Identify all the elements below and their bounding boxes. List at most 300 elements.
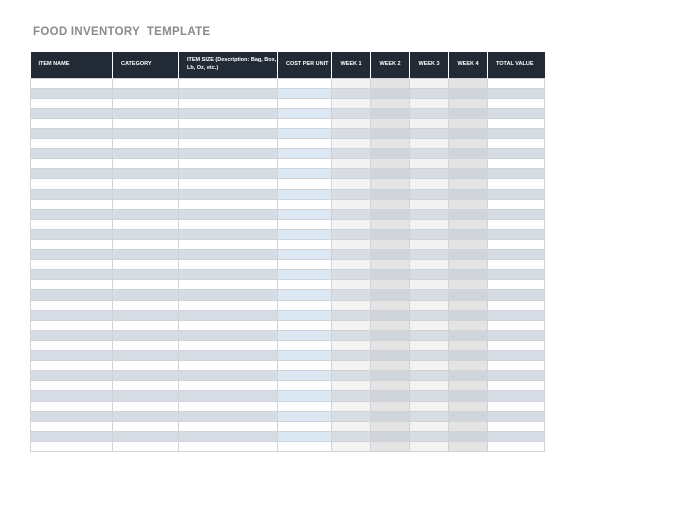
total-value-cell[interactable] (488, 209, 545, 219)
week-4-cell[interactable] (449, 169, 488, 179)
cost-per-unit-cell[interactable] (278, 250, 332, 260)
item-name-cell[interactable] (31, 290, 113, 300)
week-4-cell[interactable] (449, 78, 488, 88)
week-3-cell[interactable] (410, 139, 449, 149)
item-size-cell[interactable] (179, 351, 278, 361)
cost-per-unit-cell[interactable] (278, 108, 332, 118)
item-name-cell[interactable] (31, 159, 113, 169)
total-value-cell[interactable] (488, 139, 545, 149)
cost-per-unit-cell[interactable] (278, 240, 332, 250)
item-name-cell[interactable] (31, 340, 113, 350)
week-3-cell[interactable] (410, 421, 449, 431)
week-2-cell[interactable] (371, 199, 410, 209)
week-2-cell[interactable] (371, 361, 410, 371)
item-size-cell[interactable] (179, 300, 278, 310)
cost-per-unit-cell[interactable] (278, 441, 332, 451)
total-value-cell[interactable] (488, 381, 545, 391)
week-1-cell[interactable] (332, 441, 371, 451)
total-value-cell[interactable] (488, 270, 545, 280)
week-3-cell[interactable] (410, 351, 449, 361)
week-3-cell[interactable] (410, 250, 449, 260)
item-size-cell[interactable] (179, 381, 278, 391)
cost-per-unit-cell[interactable] (278, 159, 332, 169)
item-name-cell[interactable] (31, 169, 113, 179)
item-name-cell[interactable] (31, 421, 113, 431)
category-cell[interactable] (113, 280, 179, 290)
week-3-cell[interactable] (410, 431, 449, 441)
item-name-cell[interactable] (31, 108, 113, 118)
week-2-cell[interactable] (371, 88, 410, 98)
column-header-week-1[interactable]: WEEK 1 (332, 52, 371, 78)
item-size-cell[interactable] (179, 310, 278, 320)
week-3-cell[interactable] (410, 441, 449, 451)
total-value-cell[interactable] (488, 260, 545, 270)
week-2-cell[interactable] (371, 421, 410, 431)
total-value-cell[interactable] (488, 118, 545, 128)
item-name-cell[interactable] (31, 209, 113, 219)
week-4-cell[interactable] (449, 270, 488, 280)
item-name-cell[interactable] (31, 310, 113, 320)
week-4-cell[interactable] (449, 209, 488, 219)
column-header-item-name[interactable]: ITEM NAME (31, 52, 113, 78)
week-4-cell[interactable] (449, 139, 488, 149)
week-1-cell[interactable] (332, 219, 371, 229)
week-1-cell[interactable] (332, 78, 371, 88)
week-2-cell[interactable] (371, 78, 410, 88)
cost-per-unit-cell[interactable] (278, 179, 332, 189)
week-2-cell[interactable] (371, 330, 410, 340)
total-value-cell[interactable] (488, 290, 545, 300)
category-cell[interactable] (113, 139, 179, 149)
week-3-cell[interactable] (410, 280, 449, 290)
total-value-cell[interactable] (488, 300, 545, 310)
item-name-cell[interactable] (31, 361, 113, 371)
week-1-cell[interactable] (332, 381, 371, 391)
week-4-cell[interactable] (449, 229, 488, 239)
cost-per-unit-cell[interactable] (278, 260, 332, 270)
week-2-cell[interactable] (371, 280, 410, 290)
week-3-cell[interactable] (410, 88, 449, 98)
week-4-cell[interactable] (449, 159, 488, 169)
week-4-cell[interactable] (449, 260, 488, 270)
item-size-cell[interactable] (179, 118, 278, 128)
category-cell[interactable] (113, 78, 179, 88)
category-cell[interactable] (113, 401, 179, 411)
cost-per-unit-cell[interactable] (278, 209, 332, 219)
week-3-cell[interactable] (410, 209, 449, 219)
week-1-cell[interactable] (332, 351, 371, 361)
cost-per-unit-cell[interactable] (278, 270, 332, 280)
cost-per-unit-cell[interactable] (278, 128, 332, 138)
week-4-cell[interactable] (449, 401, 488, 411)
item-size-cell[interactable] (179, 199, 278, 209)
item-name-cell[interactable] (31, 411, 113, 421)
week-1-cell[interactable] (332, 361, 371, 371)
item-size-cell[interactable] (179, 340, 278, 350)
week-2-cell[interactable] (371, 300, 410, 310)
week-3-cell[interactable] (410, 118, 449, 128)
week-4-cell[interactable] (449, 310, 488, 320)
item-name-cell[interactable] (31, 250, 113, 260)
week-3-cell[interactable] (410, 128, 449, 138)
category-cell[interactable] (113, 421, 179, 431)
cost-per-unit-cell[interactable] (278, 310, 332, 320)
item-size-cell[interactable] (179, 371, 278, 381)
week-3-cell[interactable] (410, 229, 449, 239)
category-cell[interactable] (113, 159, 179, 169)
item-size-cell[interactable] (179, 139, 278, 149)
item-size-cell[interactable] (179, 320, 278, 330)
week-4-cell[interactable] (449, 411, 488, 421)
item-size-cell[interactable] (179, 159, 278, 169)
total-value-cell[interactable] (488, 240, 545, 250)
item-size-cell[interactable] (179, 431, 278, 441)
item-name-cell[interactable] (31, 300, 113, 310)
category-cell[interactable] (113, 270, 179, 280)
item-size-cell[interactable] (179, 128, 278, 138)
cost-per-unit-cell[interactable] (278, 98, 332, 108)
total-value-cell[interactable] (488, 320, 545, 330)
item-size-cell[interactable] (179, 98, 278, 108)
week-1-cell[interactable] (332, 401, 371, 411)
week-3-cell[interactable] (410, 381, 449, 391)
item-name-cell[interactable] (31, 280, 113, 290)
total-value-cell[interactable] (488, 159, 545, 169)
week-2-cell[interactable] (371, 149, 410, 159)
cost-per-unit-cell[interactable] (278, 421, 332, 431)
week-1-cell[interactable] (332, 320, 371, 330)
week-3-cell[interactable] (410, 310, 449, 320)
item-size-cell[interactable] (179, 270, 278, 280)
week-3-cell[interactable] (410, 401, 449, 411)
total-value-cell[interactable] (488, 411, 545, 421)
total-value-cell[interactable] (488, 199, 545, 209)
week-1-cell[interactable] (332, 128, 371, 138)
week-1-cell[interactable] (332, 250, 371, 260)
item-name-cell[interactable] (31, 330, 113, 340)
week-3-cell[interactable] (410, 179, 449, 189)
cost-per-unit-cell[interactable] (278, 219, 332, 229)
week-2-cell[interactable] (371, 189, 410, 199)
week-4-cell[interactable] (449, 330, 488, 340)
week-4-cell[interactable] (449, 88, 488, 98)
week-1-cell[interactable] (332, 179, 371, 189)
total-value-cell[interactable] (488, 229, 545, 239)
week-1-cell[interactable] (332, 118, 371, 128)
cost-per-unit-cell[interactable] (278, 118, 332, 128)
total-value-cell[interactable] (488, 280, 545, 290)
item-size-cell[interactable] (179, 209, 278, 219)
item-size-cell[interactable] (179, 401, 278, 411)
item-size-cell[interactable] (179, 88, 278, 98)
week-1-cell[interactable] (332, 340, 371, 350)
week-2-cell[interactable] (371, 240, 410, 250)
item-size-cell[interactable] (179, 330, 278, 340)
cost-per-unit-cell[interactable] (278, 78, 332, 88)
total-value-cell[interactable] (488, 340, 545, 350)
week-3-cell[interactable] (410, 371, 449, 381)
total-value-cell[interactable] (488, 441, 545, 451)
column-header-week-2[interactable]: WEEK 2 (371, 52, 410, 78)
week-2-cell[interactable] (371, 118, 410, 128)
week-4-cell[interactable] (449, 371, 488, 381)
week-2-cell[interactable] (371, 159, 410, 169)
week-4-cell[interactable] (449, 280, 488, 290)
item-name-cell[interactable] (31, 441, 113, 451)
category-cell[interactable] (113, 240, 179, 250)
week-1-cell[interactable] (332, 209, 371, 219)
item-name-cell[interactable] (31, 189, 113, 199)
total-value-cell[interactable] (488, 371, 545, 381)
item-name-cell[interactable] (31, 431, 113, 441)
total-value-cell[interactable] (488, 401, 545, 411)
item-size-cell[interactable] (179, 260, 278, 270)
week-1-cell[interactable] (332, 411, 371, 421)
total-value-cell[interactable] (488, 330, 545, 340)
category-cell[interactable] (113, 260, 179, 270)
item-name-cell[interactable] (31, 371, 113, 381)
week-2-cell[interactable] (371, 128, 410, 138)
week-3-cell[interactable] (410, 340, 449, 350)
week-2-cell[interactable] (371, 250, 410, 260)
item-name-cell[interactable] (31, 179, 113, 189)
item-name-cell[interactable] (31, 219, 113, 229)
week-3-cell[interactable] (410, 300, 449, 310)
total-value-cell[interactable] (488, 391, 545, 401)
cost-per-unit-cell[interactable] (278, 139, 332, 149)
item-size-cell[interactable] (179, 280, 278, 290)
item-size-cell[interactable] (179, 421, 278, 431)
week-3-cell[interactable] (410, 189, 449, 199)
item-size-cell[interactable] (179, 189, 278, 199)
category-cell[interactable] (113, 391, 179, 401)
category-cell[interactable] (113, 381, 179, 391)
category-cell[interactable] (113, 290, 179, 300)
week-2-cell[interactable] (371, 108, 410, 118)
week-2-cell[interactable] (371, 391, 410, 401)
week-1-cell[interactable] (332, 139, 371, 149)
category-cell[interactable] (113, 169, 179, 179)
week-1-cell[interactable] (332, 260, 371, 270)
week-1-cell[interactable] (332, 431, 371, 441)
total-value-cell[interactable] (488, 219, 545, 229)
total-value-cell[interactable] (488, 128, 545, 138)
week-1-cell[interactable] (332, 391, 371, 401)
week-2-cell[interactable] (371, 260, 410, 270)
category-cell[interactable] (113, 330, 179, 340)
item-name-cell[interactable] (31, 98, 113, 108)
column-header-week-4[interactable]: WEEK 4 (449, 52, 488, 78)
category-cell[interactable] (113, 118, 179, 128)
cost-per-unit-cell[interactable] (278, 351, 332, 361)
week-3-cell[interactable] (410, 199, 449, 209)
item-size-cell[interactable] (179, 169, 278, 179)
item-size-cell[interactable] (179, 411, 278, 421)
category-cell[interactable] (113, 250, 179, 260)
week-4-cell[interactable] (449, 179, 488, 189)
week-1-cell[interactable] (332, 199, 371, 209)
category-cell[interactable] (113, 88, 179, 98)
week-3-cell[interactable] (410, 108, 449, 118)
week-4-cell[interactable] (449, 118, 488, 128)
item-size-cell[interactable] (179, 78, 278, 88)
week-4-cell[interactable] (449, 189, 488, 199)
item-name-cell[interactable] (31, 229, 113, 239)
week-2-cell[interactable] (371, 169, 410, 179)
week-3-cell[interactable] (410, 330, 449, 340)
cost-per-unit-cell[interactable] (278, 189, 332, 199)
week-2-cell[interactable] (371, 320, 410, 330)
item-name-cell[interactable] (31, 270, 113, 280)
item-name-cell[interactable] (31, 260, 113, 270)
category-cell[interactable] (113, 149, 179, 159)
week-3-cell[interactable] (410, 260, 449, 270)
week-4-cell[interactable] (449, 340, 488, 350)
cost-per-unit-cell[interactable] (278, 300, 332, 310)
cost-per-unit-cell[interactable] (278, 431, 332, 441)
week-1-cell[interactable] (332, 169, 371, 179)
category-cell[interactable] (113, 209, 179, 219)
week-4-cell[interactable] (449, 240, 488, 250)
week-3-cell[interactable] (410, 391, 449, 401)
week-4-cell[interactable] (449, 381, 488, 391)
week-2-cell[interactable] (371, 290, 410, 300)
cost-per-unit-cell[interactable] (278, 401, 332, 411)
week-3-cell[interactable] (410, 240, 449, 250)
cost-per-unit-cell[interactable] (278, 411, 332, 421)
column-header-category[interactable]: CATEGORY (113, 52, 179, 78)
category-cell[interactable] (113, 98, 179, 108)
column-header-item-size[interactable]: ITEM SIZE (Description: Bag, Box, Lb, Oz, etc.) (179, 52, 278, 78)
week-2-cell[interactable] (371, 401, 410, 411)
item-size-cell[interactable] (179, 441, 278, 451)
category-cell[interactable] (113, 371, 179, 381)
item-name-cell[interactable] (31, 118, 113, 128)
week-1-cell[interactable] (332, 330, 371, 340)
week-1-cell[interactable] (332, 310, 371, 320)
week-2-cell[interactable] (371, 340, 410, 350)
week-4-cell[interactable] (449, 199, 488, 209)
category-cell[interactable] (113, 219, 179, 229)
week-2-cell[interactable] (371, 139, 410, 149)
week-2-cell[interactable] (371, 351, 410, 361)
week-1-cell[interactable] (332, 421, 371, 431)
cost-per-unit-cell[interactable] (278, 229, 332, 239)
total-value-cell[interactable] (488, 351, 545, 361)
item-size-cell[interactable] (179, 108, 278, 118)
cost-per-unit-cell[interactable] (278, 361, 332, 371)
week-3-cell[interactable] (410, 270, 449, 280)
total-value-cell[interactable] (488, 98, 545, 108)
cost-per-unit-cell[interactable] (278, 88, 332, 98)
cost-per-unit-cell[interactable] (278, 149, 332, 159)
category-cell[interactable] (113, 199, 179, 209)
item-name-cell[interactable] (31, 240, 113, 250)
category-cell[interactable] (113, 128, 179, 138)
item-name-cell[interactable] (31, 401, 113, 411)
week-4-cell[interactable] (449, 421, 488, 431)
total-value-cell[interactable] (488, 250, 545, 260)
week-1-cell[interactable] (332, 108, 371, 118)
total-value-cell[interactable] (488, 149, 545, 159)
category-cell[interactable] (113, 361, 179, 371)
category-cell[interactable] (113, 179, 179, 189)
item-name-cell[interactable] (31, 391, 113, 401)
total-value-cell[interactable] (488, 179, 545, 189)
category-cell[interactable] (113, 189, 179, 199)
week-2-cell[interactable] (371, 381, 410, 391)
week-2-cell[interactable] (371, 310, 410, 320)
cost-per-unit-cell[interactable] (278, 199, 332, 209)
week-4-cell[interactable] (449, 98, 488, 108)
item-size-cell[interactable] (179, 179, 278, 189)
total-value-cell[interactable] (488, 169, 545, 179)
week-3-cell[interactable] (410, 169, 449, 179)
cost-per-unit-cell[interactable] (278, 169, 332, 179)
item-size-cell[interactable] (179, 290, 278, 300)
column-header-cost-per-unit[interactable]: COST PER UNIT (278, 52, 332, 78)
category-cell[interactable] (113, 108, 179, 118)
item-name-cell[interactable] (31, 149, 113, 159)
week-1-cell[interactable] (332, 159, 371, 169)
week-3-cell[interactable] (410, 149, 449, 159)
item-name-cell[interactable] (31, 381, 113, 391)
cost-per-unit-cell[interactable] (278, 340, 332, 350)
week-2-cell[interactable] (371, 179, 410, 189)
week-1-cell[interactable] (332, 189, 371, 199)
item-name-cell[interactable] (31, 88, 113, 98)
week-1-cell[interactable] (332, 270, 371, 280)
category-cell[interactable] (113, 441, 179, 451)
total-value-cell[interactable] (488, 431, 545, 441)
week-4-cell[interactable] (449, 391, 488, 401)
week-3-cell[interactable] (410, 78, 449, 88)
week-1-cell[interactable] (332, 229, 371, 239)
week-2-cell[interactable] (371, 431, 410, 441)
week-2-cell[interactable] (371, 441, 410, 451)
total-value-cell[interactable] (488, 310, 545, 320)
week-2-cell[interactable] (371, 229, 410, 239)
category-cell[interactable] (113, 351, 179, 361)
week-3-cell[interactable] (410, 411, 449, 421)
category-cell[interactable] (113, 340, 179, 350)
week-1-cell[interactable] (332, 240, 371, 250)
category-cell[interactable] (113, 300, 179, 310)
total-value-cell[interactable] (488, 88, 545, 98)
cost-per-unit-cell[interactable] (278, 280, 332, 290)
week-4-cell[interactable] (449, 351, 488, 361)
cost-per-unit-cell[interactable] (278, 391, 332, 401)
week-4-cell[interactable] (449, 361, 488, 371)
week-4-cell[interactable] (449, 250, 488, 260)
week-1-cell[interactable] (332, 371, 371, 381)
total-value-cell[interactable] (488, 78, 545, 88)
week-4-cell[interactable] (449, 431, 488, 441)
total-value-cell[interactable] (488, 189, 545, 199)
week-4-cell[interactable] (449, 219, 488, 229)
week-1-cell[interactable] (332, 280, 371, 290)
week-2-cell[interactable] (371, 98, 410, 108)
category-cell[interactable] (113, 310, 179, 320)
category-cell[interactable] (113, 431, 179, 441)
cost-per-unit-cell[interactable] (278, 381, 332, 391)
week-1-cell[interactable] (332, 149, 371, 159)
week-4-cell[interactable] (449, 290, 488, 300)
cost-per-unit-cell[interactable] (278, 320, 332, 330)
week-1-cell[interactable] (332, 98, 371, 108)
week-2-cell[interactable] (371, 209, 410, 219)
item-name-cell[interactable] (31, 139, 113, 149)
